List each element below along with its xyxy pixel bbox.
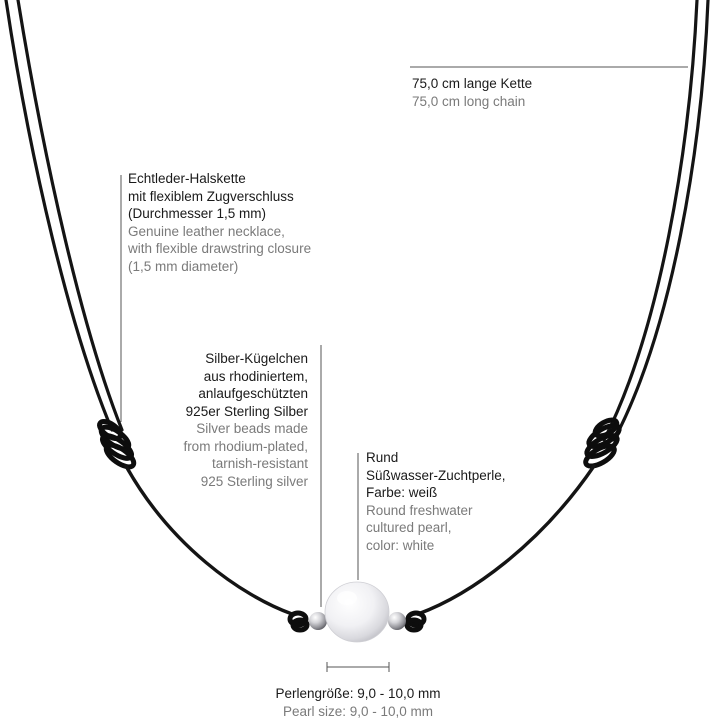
silver-bead-right <box>388 612 406 630</box>
pearl-size-label <box>238 685 478 720</box>
beads-de-4: 925er Sterling Silber <box>185 403 308 419</box>
leather-cord-right <box>604 0 708 440</box>
pearl-de-3: Farbe: weiß <box>366 485 438 500</box>
pearl-en-1: Round freshwater <box>366 502 473 518</box>
leather-en-1: Genuine leather necklace, <box>128 223 285 239</box>
leather-cord-left <box>6 0 122 430</box>
beads-en-1: Silver beads made <box>196 421 308 436</box>
pearl-label <box>366 449 506 554</box>
beads-label <box>183 350 308 490</box>
chain-length-de: 75,0 cm lange Kette <box>412 76 533 91</box>
leather-en-3: (1,5 mm diameter) <box>128 258 239 274</box>
beads-de-1: Silber-Kügelchen <box>205 351 308 366</box>
chain-length-en: 75,0 cm long chain <box>412 93 526 109</box>
pearl-size-de: Perlengröße: 9,0 - 10,0 mm <box>275 686 441 701</box>
beads-de-2: aus rhodiniertem, <box>203 368 308 384</box>
pearl-de-2: Süßwasser-Zuchtperle, <box>366 467 506 483</box>
leather-label <box>128 170 311 275</box>
right-knot <box>583 417 623 470</box>
leather-de-1: Echtleder-Halskette <box>128 171 246 186</box>
pearl-de-1: Rund <box>366 450 399 465</box>
beads-de-3: anlaufgeschützten <box>198 386 308 401</box>
pearl-en-3: color: white <box>366 537 435 553</box>
beads-en-4: 925 Sterling silver <box>200 473 308 489</box>
left-knot <box>97 418 137 471</box>
leather-de-3: (Durchmesser 1,5 mm) <box>128 206 267 221</box>
silver-bead-left <box>309 612 327 630</box>
leather-en-2: with flexible drawstring closure <box>128 241 312 256</box>
pearl-size-en: Pearl size: 9,0 - 10,0 mm <box>282 703 434 719</box>
pearl <box>325 582 389 642</box>
beads-en-2: from rhodium-plated, <box>183 438 308 454</box>
beads-en-3: tarnish-resistant <box>211 456 308 471</box>
pearl-en-2: cultured pearl, <box>366 520 452 535</box>
chain-length-label <box>412 75 532 110</box>
leather-de-2: mit flexiblem Zugverschluss <box>128 188 294 204</box>
